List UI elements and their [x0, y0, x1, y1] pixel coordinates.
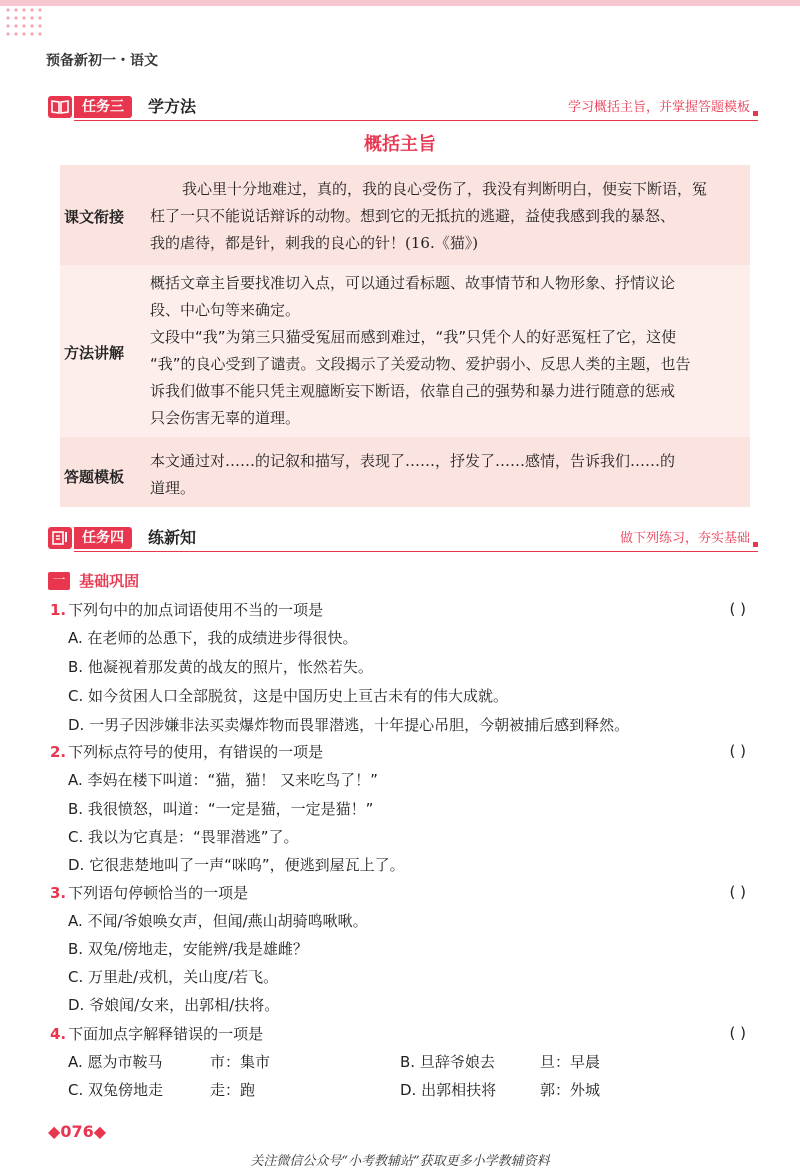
question-number: 1.: [50, 601, 67, 619]
question-text: 下列标点符号的使用，有错误的一项是: [68, 743, 324, 761]
option-b: B. 他凝视着那发黄的战友的照片，怅然若失。: [68, 658, 373, 676]
page-number-text: 076: [60, 1122, 94, 1141]
option-a: A. 不闻/爷娘唤女声，但闻/燕山胡骑鸣啾啾。: [68, 912, 368, 930]
text-line: 概括文章主旨要找准切入点，可以通过看标题、故事情节和人物形象、抒情议论: [150, 274, 676, 292]
template-label: 答题模板: [64, 468, 125, 486]
text-line: 本文通过对……的记叙和描写，表现了……，抒发了……感情，告诉我们……的: [150, 452, 676, 470]
page-header: 预备新初一・语文: [46, 53, 158, 69]
option-d-explanation: 郭：外城: [540, 1081, 601, 1099]
option-b: B. 旦辞爷娘去: [400, 1053, 495, 1071]
option-c-explanation: 走：跑: [210, 1081, 256, 1099]
option-d: D. 爷娘闻/女来，出郭相/扶将。: [68, 996, 280, 1014]
option-d: D. 它很悲楚地叫了一声“咪呜”，便逃到屋瓦上了。: [68, 856, 405, 874]
question-3: [50, 883, 248, 903]
section-title: 概括主旨: [364, 134, 436, 155]
option-b: B. 双兔/傍地走，安能辨/我是雄雌？: [68, 940, 308, 958]
task3-tag: 任务三: [74, 96, 132, 118]
task4-underline: [74, 551, 758, 552]
option-a: A. 在老师的怂恿下，我的成绩进步得很快。: [68, 629, 358, 647]
question-text: 下面加点字解释错误的一项是: [68, 1025, 264, 1043]
text-link-label: 课文衔接: [64, 208, 125, 226]
text-line: 道理。: [150, 479, 196, 497]
answer-blank[interactable]: ( ): [729, 600, 746, 618]
option-a: A. 李妈在楼下叫道：“猫，猫！ 又来吃鸟了！”: [68, 771, 378, 789]
text-line: 枉了一只不能说话辩诉的动物。想到它的无抵抗的逃避，益使我感到我的暴怒、: [150, 207, 676, 225]
option-c: C. 如今贫困人口全部脱贫，这是中国历史上亘古未有的伟大成就。: [68, 687, 509, 705]
page-number: ◆076◆: [48, 1122, 107, 1141]
question-number: 4.: [50, 1025, 67, 1043]
text-line: 诉我们做事不能只凭主观臆断妄下断语，依靠自己的强势和暴力进行随意的惩戒: [150, 382, 676, 400]
category-number: 一: [48, 572, 70, 590]
footer-note: 关注微信公众号“小考教辅站”获取更多小学教辅资料: [250, 1154, 550, 1169]
pencil-icon: [48, 527, 72, 549]
question-1: [50, 600, 323, 620]
question-text: 下列语句停顿恰当的一项是: [68, 884, 249, 902]
method-paragraph: [150, 270, 750, 432]
question-4: [50, 1024, 263, 1044]
text-line: 段、中心句等来确定。: [150, 301, 301, 319]
text-link-paragraph: [150, 176, 750, 257]
question-2: [50, 742, 323, 762]
question-number: 3.: [50, 884, 67, 902]
option-c: C. 双兔傍地走: [68, 1081, 164, 1099]
question-number: 2.: [50, 743, 67, 761]
text-line: 文段中“我”为第三只猫受冤屈而感到难过，“我”只凭个人的好恶冤枉了它，这使: [150, 328, 677, 346]
option-a-explanation: 市：集市: [210, 1053, 271, 1071]
text-line: 我心里十分地难过，真的，我的良心受伤了，我没有判断明白，便妄下断语，冤: [182, 180, 708, 198]
dot-pattern-decor: [4, 6, 44, 40]
book-icon: [48, 96, 72, 118]
option-c: C. 我以为它真是：“畏罪潜逃”了。: [68, 828, 299, 846]
task3-subtitle: 学习概括主旨，并掌握答题模板: [568, 98, 750, 118]
option-c: C. 万里赴/戎机，关山度/若飞。: [68, 968, 279, 986]
text-line: 我的虐待，都是针，刺我的良心的针！(16.《猫》): [150, 234, 479, 252]
answer-blank[interactable]: ( ): [729, 1024, 746, 1042]
option-b: B. 我很愤怒，叫道：“一定是猫，一定是猫！”: [68, 800, 374, 818]
answer-blank[interactable]: ( ): [729, 883, 746, 901]
category-heading: [48, 570, 139, 592]
text-line: “我”的良心受到了谴责。文段揭示了关爱动物、爱护弱小、反思人类的主题，也告: [150, 355, 691, 373]
option-d: D. 一男子因涉嫌非法买卖爆炸物而畏罪潜逃，十年提心吊胆，今朝被捕后感到释然。: [68, 716, 630, 734]
top-decor-strip: [0, 0, 800, 6]
task4-title: 练新知: [148, 528, 197, 547]
option-d: D. 出郭相扶将: [400, 1081, 497, 1099]
question-text: 下列句中的加点词语使用不当的一项是: [68, 601, 324, 619]
template-paragraph: [150, 448, 750, 502]
task3-header: [48, 96, 758, 122]
category-label: 基础巩固: [79, 572, 140, 590]
option-b-explanation: 旦：早晨: [540, 1053, 601, 1071]
task4-tag: 任务四: [74, 527, 132, 549]
task4-header: [48, 527, 758, 553]
method-label: 方法讲解: [64, 344, 125, 362]
task3-title: 学方法: [148, 97, 197, 116]
task3-underline: [74, 120, 758, 121]
option-a: A. 愿为市鞍马: [68, 1053, 163, 1071]
task4-subtitle: 做下列练习，夯实基础: [620, 529, 750, 549]
text-line: 只会伤害无辜的道理。: [150, 409, 301, 427]
answer-blank[interactable]: ( ): [729, 742, 746, 760]
